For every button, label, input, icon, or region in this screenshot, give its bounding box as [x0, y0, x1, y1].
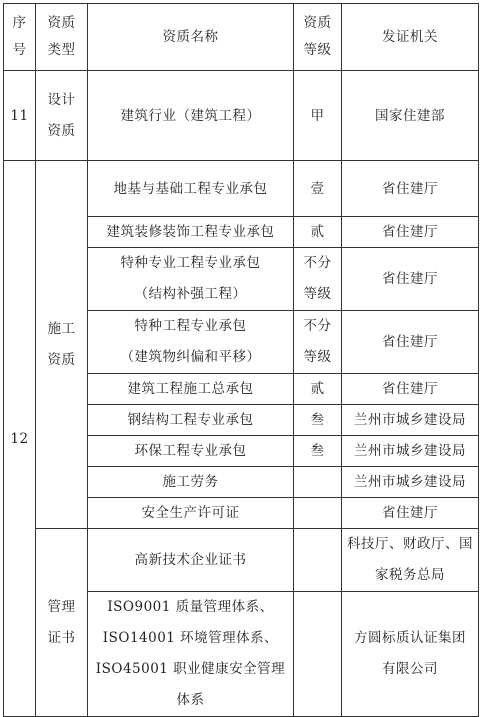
- qualification-level-line: 不分: [303, 318, 332, 334]
- qualification-name-line: 建筑装修装饰工程专业承包: [106, 224, 275, 240]
- qualification-name: [88, 467, 294, 498]
- qualification-name-line: 特种工程专业承包: [134, 318, 247, 334]
- issuing-authority-line: 省住建厅: [382, 381, 438, 397]
- qualification-level: [294, 374, 342, 405]
- header-name: 资质名称: [88, 4, 294, 71]
- qualification-name: [88, 311, 294, 374]
- issuing-authority-line: 兰州市城乡建设局: [354, 412, 466, 428]
- qualification-level: [294, 529, 342, 592]
- qualification-name-line: 高新技术企业证书: [134, 552, 247, 568]
- issuing-authority: [342, 311, 479, 374]
- issuing-authority: [342, 498, 479, 529]
- qualification-type-line: 管理: [47, 598, 76, 615]
- qualification-level-line: 贰: [310, 381, 325, 397]
- header-row: [4, 4, 479, 71]
- qualification-name: [88, 498, 294, 529]
- issuing-authority: [342, 436, 479, 467]
- table-row: [4, 529, 479, 592]
- qualification-level: 甲: [294, 71, 342, 161]
- qualification-name: [88, 161, 294, 217]
- qualification-level-line: 叁: [310, 412, 325, 428]
- qualification-type: [36, 529, 88, 717]
- qualification-type: 设计 资质: [36, 71, 88, 161]
- qualification-name-line: ISO9001 质量管理体系、: [107, 599, 274, 615]
- issuing-authority-line: 家税务总局: [375, 567, 445, 583]
- qualification-name: [88, 529, 294, 592]
- qualification-level-line: 不分: [303, 255, 332, 271]
- qualification-type-line: 施工: [47, 320, 76, 337]
- qualification-name-line: ISO14001 环境管理体系、: [102, 630, 279, 646]
- qualification-name: [88, 405, 294, 436]
- qualification-table: [3, 3, 479, 717]
- qualification-name: [88, 592, 294, 717]
- qualification-name: [88, 436, 294, 467]
- qualification-level-line: 壹: [310, 180, 325, 197]
- issuing-authority-line: 兰州市城乡建设局: [354, 443, 466, 459]
- qualification-name-line: （建筑物纠偏和平移）: [120, 349, 261, 365]
- qualification-name: [88, 374, 294, 405]
- qualification-name-line: 地基与基础工程专业承包: [113, 180, 268, 197]
- qualification-name-line: 特种专业工程专业承包: [120, 255, 261, 271]
- header-level: 资质 等级: [294, 4, 342, 71]
- issuing-authority: [342, 467, 479, 498]
- table-row: [4, 71, 479, 161]
- qualification-name-line: 施工劳务: [162, 474, 219, 490]
- row-no: 12: [4, 161, 36, 717]
- qualification-level-line: 叁: [310, 443, 325, 459]
- issuing-authority: [342, 248, 479, 311]
- qualification-level-line: 贰: [310, 224, 325, 240]
- issuing-authority: 国家住建部: [342, 71, 479, 161]
- issuing-authority-line: 有限公司: [382, 661, 438, 677]
- qualification-name-line: 建筑工程施工总承包: [127, 381, 254, 397]
- issuing-authority: [342, 217, 479, 248]
- qualification-level: [294, 467, 342, 498]
- issuing-authority-line: 兰州市城乡建设局: [354, 474, 466, 490]
- issuing-authority-line: 省住建厅: [382, 180, 438, 197]
- qualification-level-line: 等级: [303, 349, 332, 365]
- row-no: 11: [4, 71, 36, 161]
- qualification-name-line: （结构补强工程）: [134, 286, 247, 302]
- issuing-authority: [342, 161, 479, 217]
- issuing-authority: [342, 405, 479, 436]
- qualification-name: [88, 217, 294, 248]
- qualification-type-line: 证书: [47, 629, 76, 646]
- qualification-level: [294, 592, 342, 717]
- qualification-name-line: ISO45001 职业健康安全管理: [95, 661, 286, 677]
- qualification-name: 建筑行业（建筑工程）: [88, 71, 294, 161]
- qualification-name-line: 钢结构工程专业承包: [127, 412, 254, 428]
- header-no: 序 号: [4, 4, 36, 71]
- qualification-level: [294, 161, 342, 217]
- qualification-name: [88, 248, 294, 311]
- qualification-level: [294, 217, 342, 248]
- qualification-level: [294, 405, 342, 436]
- qualification-level: [294, 436, 342, 467]
- qualification-level: [294, 311, 342, 374]
- header-issuer: 发证机关: [342, 4, 479, 71]
- issuing-authority-line: 省住建厅: [382, 224, 438, 240]
- qualification-name-line: 环保工程专业承包: [134, 443, 247, 459]
- header-type: 资质 类型: [36, 4, 88, 71]
- issuing-authority-line: 方圆标质认证集团: [354, 630, 466, 646]
- issuing-authority-line: 省住建厅: [382, 505, 438, 521]
- issuing-authority: [342, 592, 479, 717]
- issuing-authority-line: 省住建厅: [382, 334, 438, 350]
- qualification-name-line: 体系: [176, 692, 205, 708]
- issuing-authority-line: 科技厅、财政厅、国: [347, 536, 473, 552]
- table-row: [4, 161, 479, 217]
- qualification-level: [294, 248, 342, 311]
- qualification-type-line: 资质: [47, 351, 76, 368]
- qualification-level-line: 等级: [303, 286, 332, 302]
- qualification-level: [294, 498, 342, 529]
- issuing-authority: [342, 374, 479, 405]
- qualification-name-line: 安全生产许可证: [141, 505, 240, 521]
- issuing-authority: [342, 529, 479, 592]
- issuing-authority-line: 省住建厅: [382, 271, 438, 287]
- qualification-type: [36, 161, 88, 529]
